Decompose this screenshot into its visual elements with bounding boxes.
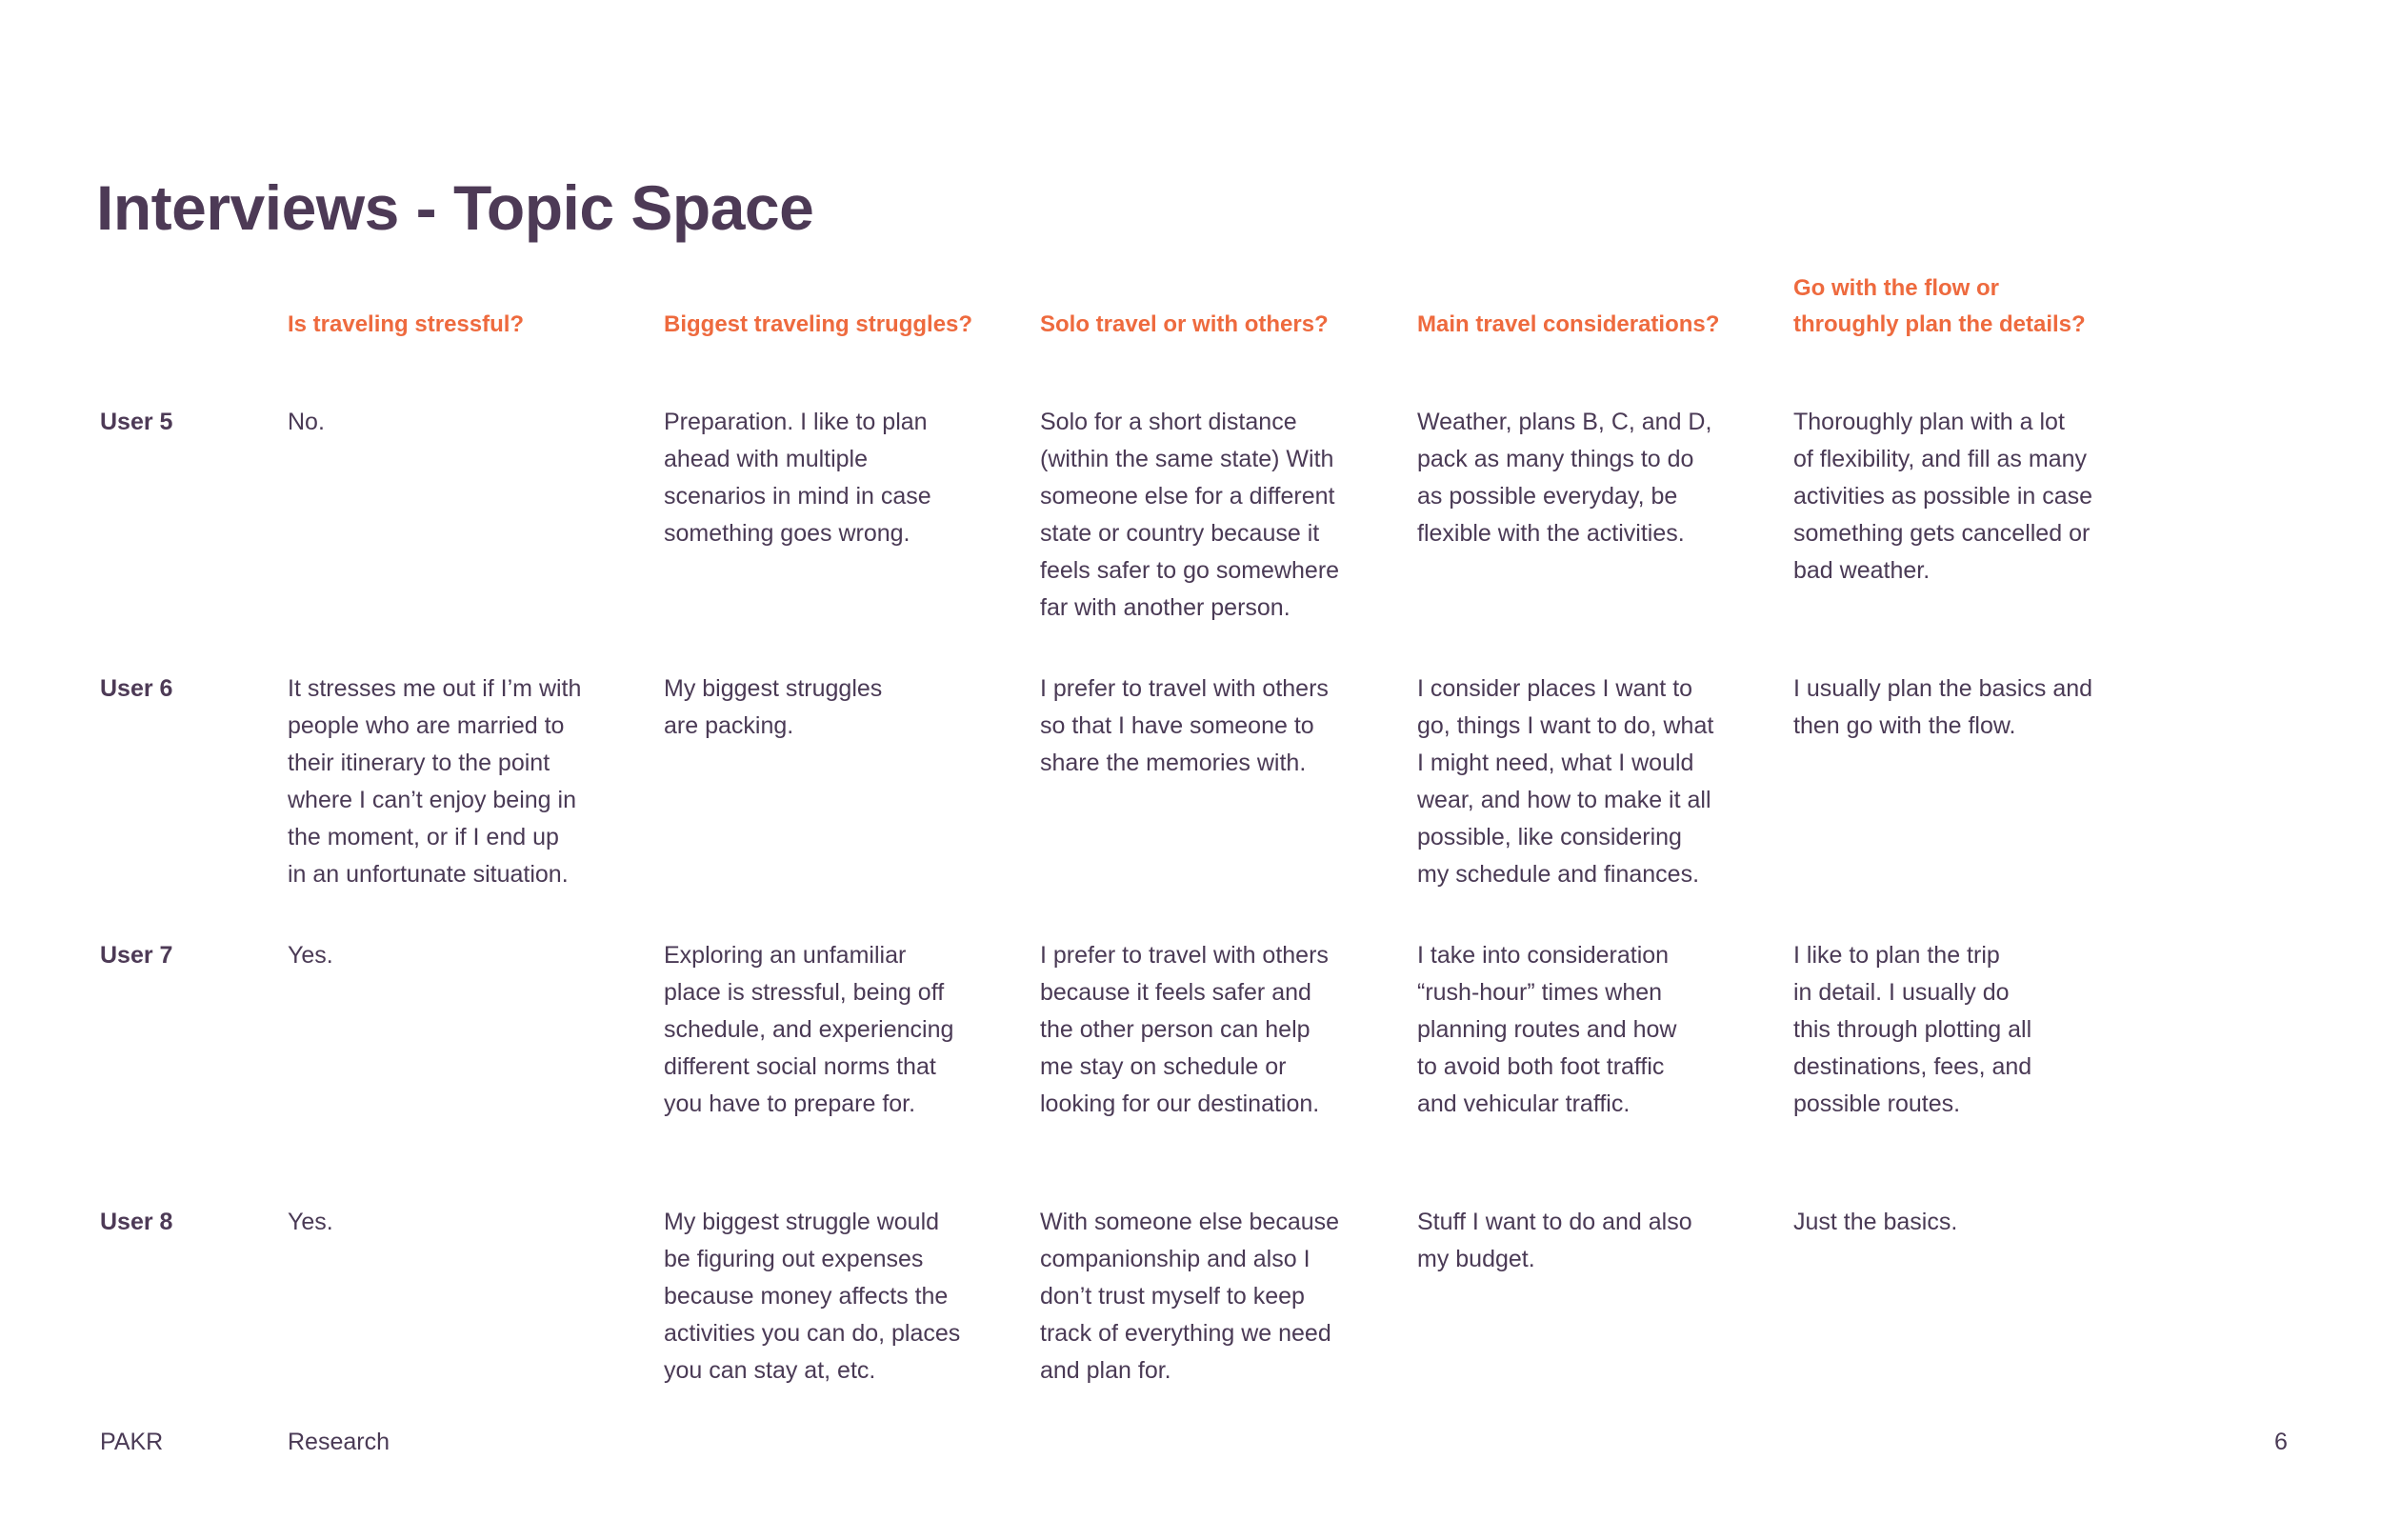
answer-cell: I consider places I want to go, things I want to do, what I might need, what I would wear, and how to make it all possible, like considering my schedule and finances. xyxy=(1417,675,1714,888)
answer-cell: Just the basics. xyxy=(1793,1209,1958,1235)
column-header: Biggest traveling struggles? xyxy=(664,311,973,337)
answer-cell: No. xyxy=(288,409,325,435)
answer-cell: My biggest struggle would be figuring out expenses because money affects the activities you can do, places you can stay at, etc. xyxy=(664,1209,961,1384)
answer-cell: Yes. xyxy=(288,942,333,969)
page-title: Interviews - Topic Space xyxy=(96,172,814,243)
column-header: Solo travel or with others? xyxy=(1040,311,1329,337)
answer-cell: Solo for a short distance (within the same state) With someone else for a different state or country because it feels safer to go somewhere far with another person. xyxy=(1040,409,1340,621)
footer-brand: PAKR xyxy=(100,1429,164,1455)
answer-cell: Exploring an unfamiliar place is stressful, being off schedule, and experiencing different social norms that you have to prepare for. xyxy=(664,942,954,1117)
answer-cell: Stuff I want to do and also my budget. xyxy=(1417,1209,1692,1272)
row-label: User 8 xyxy=(100,1209,173,1235)
answer-cell: I usually plan the basics and then go with the flow. xyxy=(1793,675,2093,739)
column-header: Main travel considerations? xyxy=(1417,311,1720,337)
answer-cell: With someone else because companionship and also I don’t trust myself to keep track of everything we need and plan for. xyxy=(1040,1209,1340,1384)
answer-cell: I take into consideration “rush-hour” times when planning routes and how to avoid both foot traffic and vehicular traffic. xyxy=(1417,942,1677,1117)
row-label: User 7 xyxy=(100,942,173,969)
answer-cell: I prefer to travel with others so that I have someone to share the memories with. xyxy=(1040,675,1329,776)
row-label: User 5 xyxy=(100,409,173,435)
answer-cell: Weather, plans B, C, and D, pack as many things to do as possible everyday, be flexible with the activities. xyxy=(1417,409,1712,547)
page-number: 6 xyxy=(2274,1429,2288,1455)
column-header: Is traveling stressful? xyxy=(288,311,525,337)
answer-cell: My biggest struggles are packing. xyxy=(664,675,883,739)
answer-cell: Thoroughly plan with a lot of flexibility, and fill as many activities as possible in case something gets cancelled or bad weather. xyxy=(1793,409,2093,584)
answer-cell: It stresses me out if I’m with people who are married to their itinerary to the point where I can’t enjoy being in the moment, or if I end up in an unfortunate situation. xyxy=(288,675,582,888)
answer-cell: I like to plan the trip in detail. I usually do this through plotting all destinations, fees, and possible routes. xyxy=(1793,942,2032,1117)
answer-cell: Preparation. I like to plan ahead with multiple scenarios in mind in case something goes wrong. xyxy=(664,409,931,547)
column-header: Go with the flow or throughly plan the details? xyxy=(1793,275,2086,337)
answer-cell: Yes. xyxy=(288,1209,333,1235)
answer-cell: I prefer to travel with others because it feels safer and the other person can help me stay on schedule or looking for our destination. xyxy=(1040,942,1329,1117)
footer-section: Research xyxy=(288,1429,390,1455)
row-label: User 6 xyxy=(100,675,173,702)
